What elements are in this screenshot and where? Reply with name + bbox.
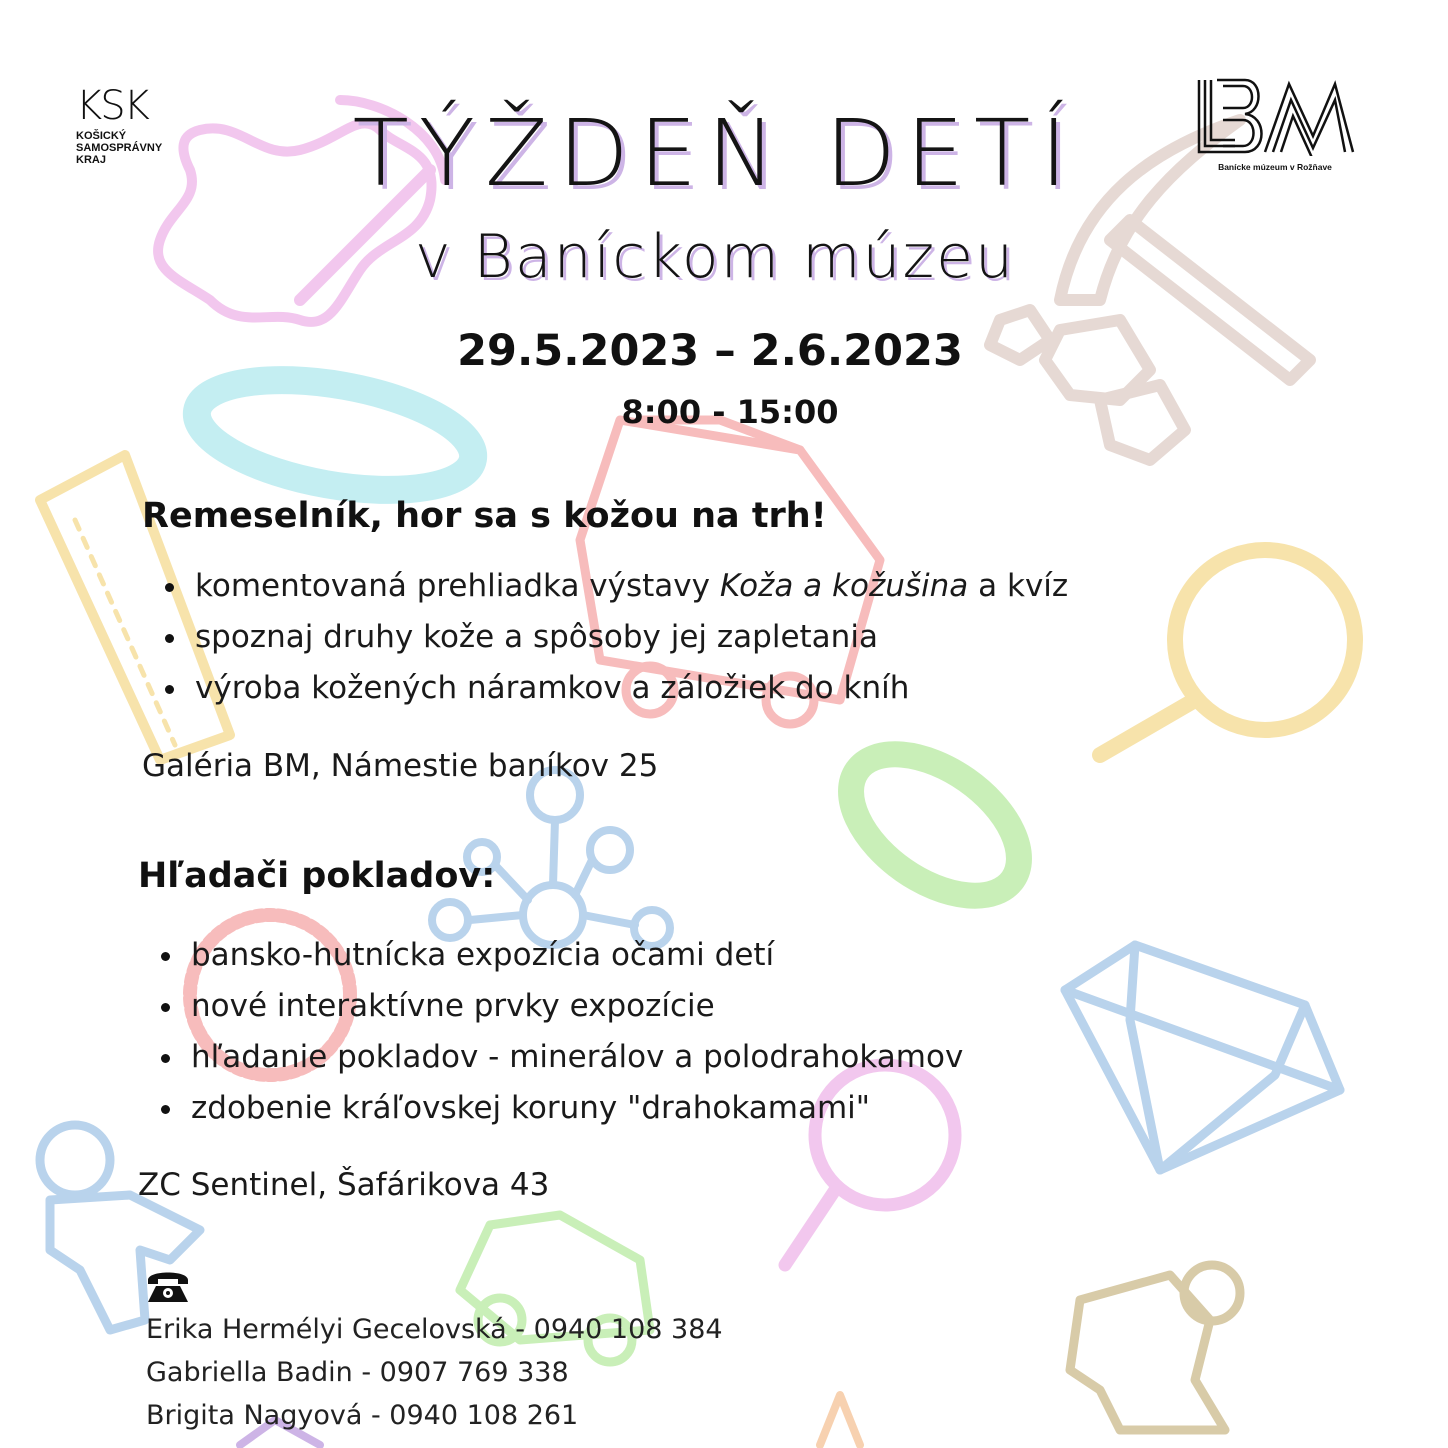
ksk-line-2: SAMOSPRÁVNY [76,142,163,154]
list-item [165,561,1068,612]
section-1-place: Galéria BM, Námestie baníkov 25 [142,748,659,784]
list-item: zdobenie kráľovskej koruny "drahokamami" [161,1083,963,1134]
bm-logo-caption: Banícke múzeum v Rožňave [1218,162,1332,172]
ksk-logo [76,83,186,166]
section-1-list [165,561,1068,714]
list-item: bansko-hutnícka expozícia očami detí [161,930,963,981]
list-item: výroba kožených náramkov a záložiek do kníh [165,663,1068,714]
page-subtitle: v Baníckom múzeu [414,222,1016,292]
ksk-logo-text [76,130,186,166]
list-item-text: a kvíz [968,568,1069,604]
contact-line: Brigita Nagyová - 0940 108 261 [146,1400,579,1431]
bm-logo-mark [1195,76,1355,156]
miner-figure-icon [1070,1265,1240,1430]
ksk-line-3: KRAJ [76,154,106,166]
section-2-place: ZC Sentinel, Šafárikova 43 [138,1167,550,1203]
bracelet-icon [188,361,481,508]
section-2-title: Hľadači pokladov: [138,856,496,896]
magnifier-icon [1100,550,1355,755]
bracelet-icon [826,725,1045,924]
event-time: 8:00 - 15:00 [621,393,839,431]
section-2-list [161,930,963,1134]
ksk-line-1: KOŠICKÝ [76,130,127,142]
list-item: nové interaktívne prvky expozície [161,981,963,1032]
list-item: hľadanie pokladov - minerálov a polodrahokamov [161,1032,963,1083]
contact-line: Erika Hermélyi Gecelovská - 0940 108 384 [146,1314,723,1345]
section-1-title: Remeselník, hor sa s kožou na trh! [142,496,827,536]
telephone-icon [144,1266,192,1306]
ksk-logo-mark: KSK [76,83,148,129]
contact-line: Gabriella Badin - 0907 769 338 [146,1357,569,1388]
exhibition-name: Koža a kožušina [719,568,969,604]
diamond-icon [1065,945,1340,1170]
bm-logo [1190,76,1360,172]
list-item: spoznaj druhy kože a spôsoby jej zapletania [165,612,1068,663]
list-item-text: komentovaná prehliadka výstavy [195,568,720,604]
event-dates: 29.5.2023 – 2.6.2023 [457,326,963,376]
page-title: TÝŽDEŇ DETÍ [352,100,1078,207]
